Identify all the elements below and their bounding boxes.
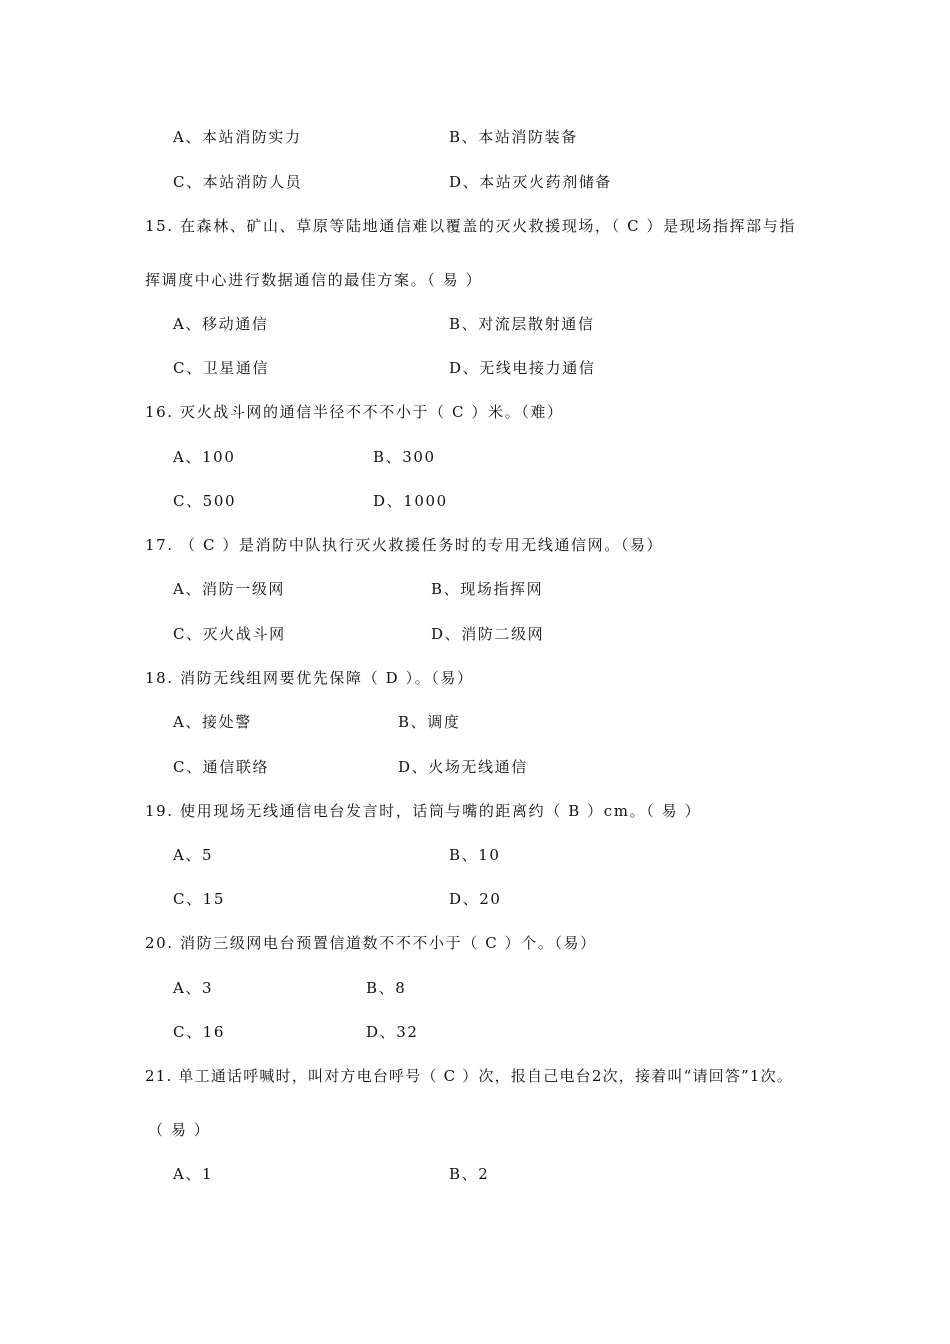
question-text: 17. （ C ）是消防中队执行灭火救援任务时的专用无线通信网。（易） (145, 536, 664, 554)
option-text: B、8 (366, 979, 407, 997)
option-text: C、15 (173, 890, 225, 908)
option-text: A、本站消防实力 (173, 128, 302, 146)
option-text: A、接处警 (173, 713, 252, 731)
option-text: C、本站消防人员 (173, 173, 303, 191)
option-text: C、16 (173, 1023, 225, 1041)
option-text: B、调度 (398, 713, 461, 731)
question-text: 19. 使用现场无线通信电台发言时，话筒与嘴的距离约（ B ）cm。（ 易 ） (145, 802, 702, 820)
option-text: B、对流层散射通信 (449, 315, 595, 333)
option-text: D、本站灭火药剂储备 (449, 173, 613, 191)
question-text: 18. 消防无线组网要优先保障（ D ）。（易） (145, 669, 474, 687)
option-text: D、20 (449, 890, 502, 908)
option-text: B、10 (449, 846, 501, 864)
option-text: A、3 (173, 979, 214, 997)
option-text: B、现场指挥网 (431, 580, 544, 598)
option-text: D、消防二级网 (431, 625, 545, 643)
option-text: D、火场无线通信 (398, 758, 528, 776)
option-text: B、本站消防装备 (449, 128, 578, 146)
option-text: A、5 (173, 846, 214, 864)
question-text: 16. 灭火战斗网的通信半径不不不小于（ C ）米。（难） (145, 403, 564, 421)
option-text: D、1000 (373, 492, 448, 510)
option-text: C、500 (173, 492, 237, 510)
option-text: A、100 (173, 448, 236, 466)
option-text: B、300 (373, 448, 436, 466)
option-text: A、消防一级网 (173, 580, 286, 598)
option-text: B、2 (449, 1165, 490, 1183)
option-text: D、32 (366, 1023, 419, 1041)
option-text: A、1 (173, 1165, 214, 1183)
option-text: A、移动通信 (173, 315, 269, 333)
option-text: D、无线电接力通信 (449, 359, 596, 377)
question-text: （ 易 ） (148, 1121, 211, 1139)
question-text: 15. 在森林、矿山、草原等陆地通信难以覆盖的灭火救援现场，（ C ）是现场指挥部与指 (145, 217, 796, 235)
option-text: C、灭火战斗网 (173, 625, 286, 643)
question-text: 挥调度中心进行数据通信的最佳方案。（ 易 ） (145, 271, 483, 289)
option-text: C、通信联络 (173, 758, 270, 776)
question-text: 21. 单工通话呼喊时，叫对方电台呼号（ C ）次，报自己电台2次，接着叫“请回答”1次。 (145, 1067, 794, 1085)
question-text: 20. 消防三级网电台预置信道数不不不小于（ C ）个。（易） (145, 934, 597, 952)
option-text: C、卫星通信 (173, 359, 270, 377)
